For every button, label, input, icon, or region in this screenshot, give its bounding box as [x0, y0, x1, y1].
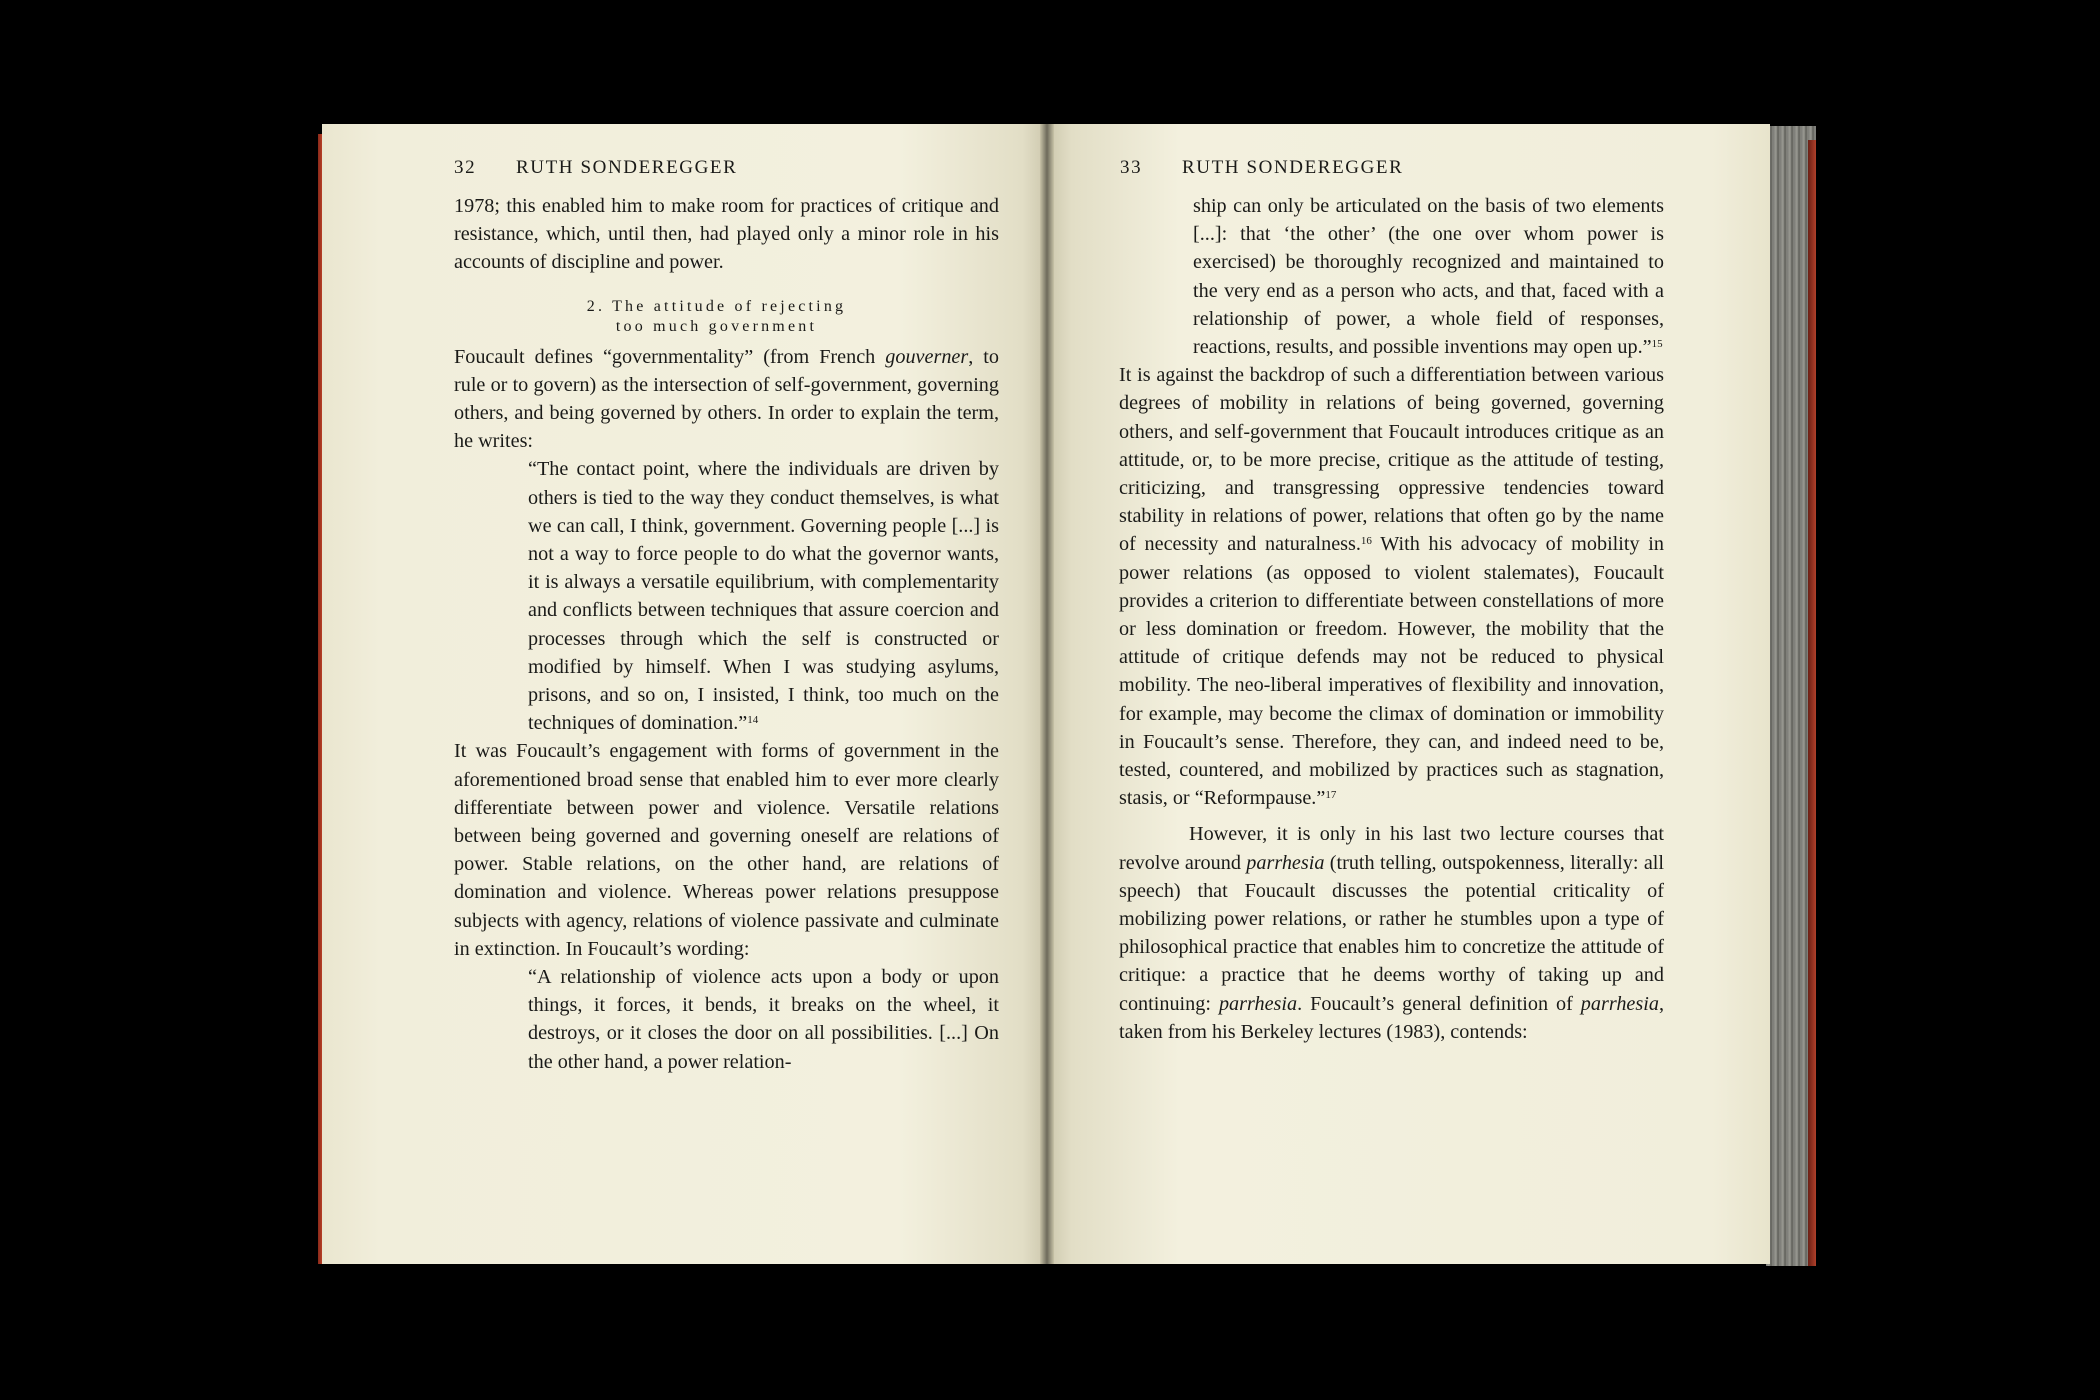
running-head-author: RUTH SONDEREGGER — [516, 157, 738, 178]
footnote-marker: 17 — [1325, 789, 1337, 802]
text-column — [454, 192, 999, 1076]
paragraph: 1978; this enabled him to make room for practices of critique and resistance, which, until then, had played only a minor role in his accounts of discipline and power. — [454, 195, 999, 274]
running-head — [454, 157, 737, 179]
emphasis: parrhesia — [1218, 992, 1298, 1015]
paragraph — [454, 343, 999, 456]
book-gutter — [1040, 124, 1054, 1264]
emphasis: parrhesia — [1580, 992, 1659, 1015]
block-quote — [1193, 192, 1664, 361]
paragraph — [1119, 361, 1664, 812]
quote-text: ship can only be articulated on the basis of two elements [...]: that ‘the other’ (the one over whom power is exercised) be thoroughly recognized and maintained to the very end as a person who acts, and that, faced with a relationship of power, a whole field of responses, reactions, results, and possible inventions may open up.” — [1193, 195, 1664, 359]
emphasis: parrhesia — [1246, 851, 1325, 874]
text-run: . Foucault’s general definition of — [1297, 992, 1581, 1015]
text-run: , to rule or to govern) as the intersection of self-government, governing others, and being governed by others. In order to explain the term, he writes: — [454, 345, 999, 453]
emphasis: gouverner — [885, 345, 969, 368]
text-run: , taken from his Berkeley lectures (1983), contends: — [1119, 992, 1664, 1043]
running-head — [1120, 157, 1403, 179]
section-heading-line: 2. The attitude of rejecting — [586, 297, 847, 315]
block-quote: “A relationship of violence acts upon a body or upon things, it forces, it bends, it breaks on the wheel, it destroys, or it closes the door on all possibilities. [...] On the other hand, a power relation- — [528, 966, 999, 1073]
text-column — [1119, 192, 1664, 1046]
paragraph: It was Foucault’s engagement with forms of government in the aforementioned broad sense that enabled him to ever more clearly differentiate between power and violence. Versatile relations between being governed and governing oneself are relations of power. Stable relations, on the other hand, are relations of domination and violence. Whereas power relations presuppose subjects with agency, relations of violence passivate and culminate in extinction. In Foucault’s wording: — [454, 740, 999, 960]
text-run: With his advocacy of mobility in power relations (as opposed to violent stalemates), Foucault provides a criterion to differentiate between constellations of more or less domination or freedom. However, the mobility that the attitude of critique defends may not be reduced to physical mobility. The neo-liberal imperatives of flexibility and innovation, for example, may become the climax of domination or immobility in Foucault’s sense. Therefore, they can, and indeed need to be, tested, countered, and mobilized by practices such as stagnation, stasis, or “Reformpause.” — [1119, 533, 1665, 810]
page-number: 32 — [454, 157, 477, 178]
text-run: However, it is only in his last two lecture courses that revolve around — [1119, 823, 1664, 874]
section-heading — [454, 297, 999, 337]
running-head-author: RUTH SONDEREGGER — [1182, 157, 1404, 178]
block-quote — [528, 455, 999, 737]
section-heading-line: too much government — [615, 317, 818, 335]
text-run: It is against the backdrop of such a differentiation between various degrees of mobility in relations of being governed, governing others, and self-government that Foucault introduces critique as an attitude, or, to be more precise, critique as the attitude of testing, criticizing, and transgressing oppressive tendencies toward stability in relations of power, relations that often go by the name of necessity and naturalness. — [1119, 364, 1664, 556]
footnote-marker: 14 — [747, 714, 759, 727]
page-number: 33 — [1120, 157, 1143, 178]
text-run: Foucault defines “governmentality” (from French — [454, 345, 886, 368]
book-edge-right — [1808, 140, 1816, 1266]
paragraph — [1119, 820, 1664, 1046]
footnote-marker: 16 — [1360, 535, 1372, 548]
quote-text: “The contact point, where the individuals are driven by others is tied to the way they conduct themselves, is what we can call, I think, government. Governing people [...] is not a way to force people to do what the governor wants, it is always a versatile equilibrium, with complementarity and conflicts between techniques that assure coercion and processes through which the self is constructed or modified by himself. When I was studying asylums, prisons, and so on, I insisted, I think, too much on the techniques of domination.” — [528, 458, 999, 735]
left-page — [322, 124, 1044, 1264]
footnote-marker: 15 — [1651, 338, 1663, 351]
right-page — [1050, 124, 1770, 1264]
text-run: (truth telling, outspokenness, literally: all speech) that Foucault discusses the potential criticality of mobilizing power relations, or rather he stumbles upon a type of philosophical practice that enables him to concretize the attitude of critique: a practice that he deems worthy of taking up and continuing: — [1119, 851, 1664, 1015]
